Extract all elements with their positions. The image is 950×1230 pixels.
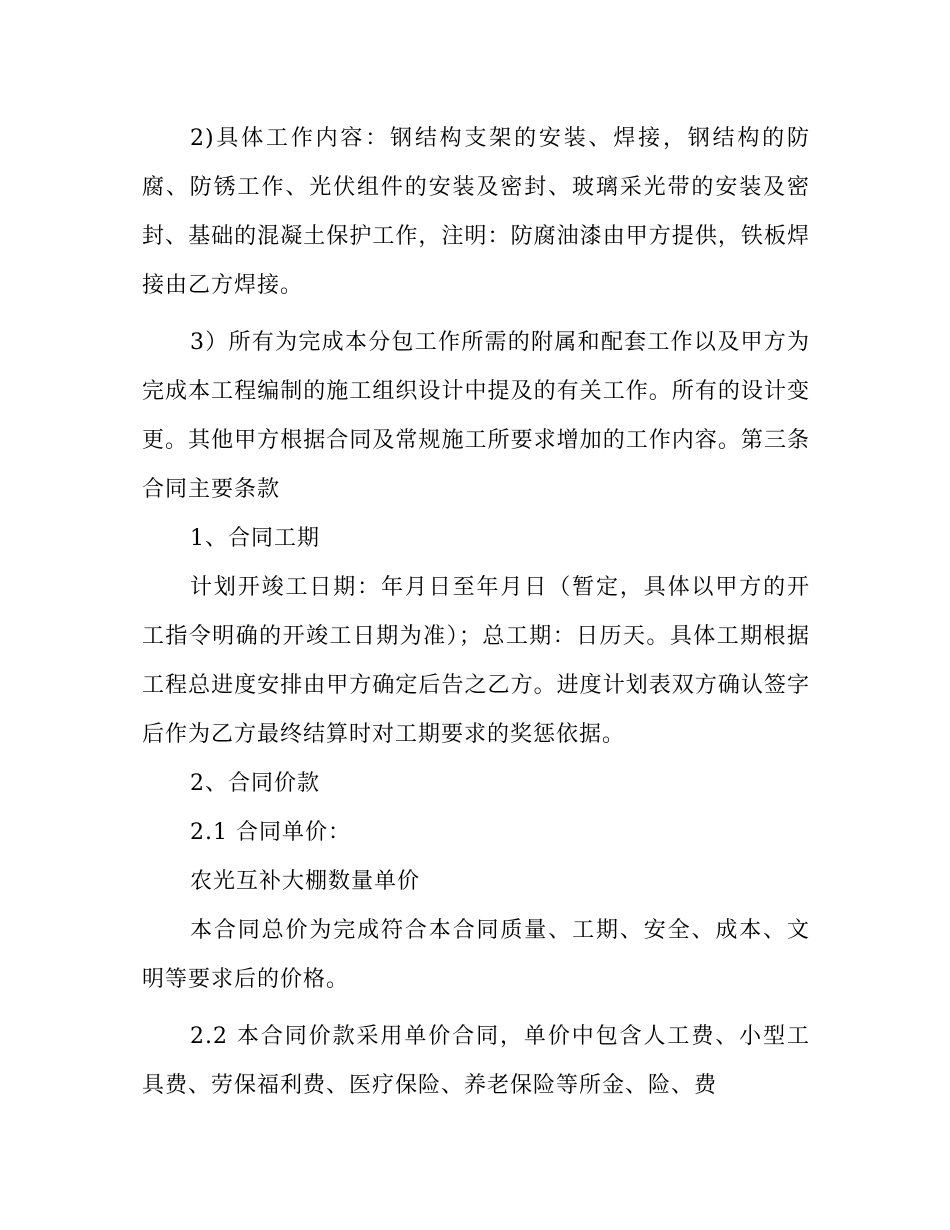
paragraph-price-composition: 2.2 本合同价款采用单价合同，单价中包含人工费、小型工具费、劳保福利费、医疗保险、养老保险等所金、险、费 bbox=[142, 1024, 810, 1098]
paragraph-supporting-work: 3）所有为完成本分包工作所需的附属和配套工作以及甲方为完成本工程编制的施工组织设计中提及的有关工作。所有的设计变更。其他甲方根据合同及常规施工所要求增加的工作内容。第三条合同主要条款 bbox=[142, 330, 810, 502]
paragraph-total-price: 本合同总价为完成符合本合同质量、工期、安全、成本、文明等要求后的价格。 bbox=[142, 918, 810, 992]
heading-contract-period: 1、合同工期 bbox=[190, 526, 320, 551]
document-body bbox=[142, 114, 810, 1110]
heading-contract-price: 2、合同价款 bbox=[190, 771, 320, 796]
paragraph-greenhouse-unit-price: 农光互补大棚数量单价 bbox=[190, 869, 421, 894]
paragraph-schedule: 计划开竣工日期：年月日至年月日（暂定，具体以甲方的开工指令明确的开竣工日期为准）；总工期：日历天。具体工期根据工程总进度安排由甲方确定后告之乙方。进度计划表双方确认签字后作为乙方最终结算时对工期要求的奖惩依据。 bbox=[142, 575, 810, 747]
paragraph-work-content: 2)具体工作内容：钢结构支架的安装、焊接，钢结构的防腐、防锈工作、光伏组件的安装及密封、玻璃采光带的安装及密封、基础的混凝土保护工作，注明：防腐油漆由甲方提供，铁板焊接由乙方焊接。 bbox=[142, 126, 810, 298]
heading-unit-price: 2.1 合同单价： bbox=[190, 820, 351, 845]
